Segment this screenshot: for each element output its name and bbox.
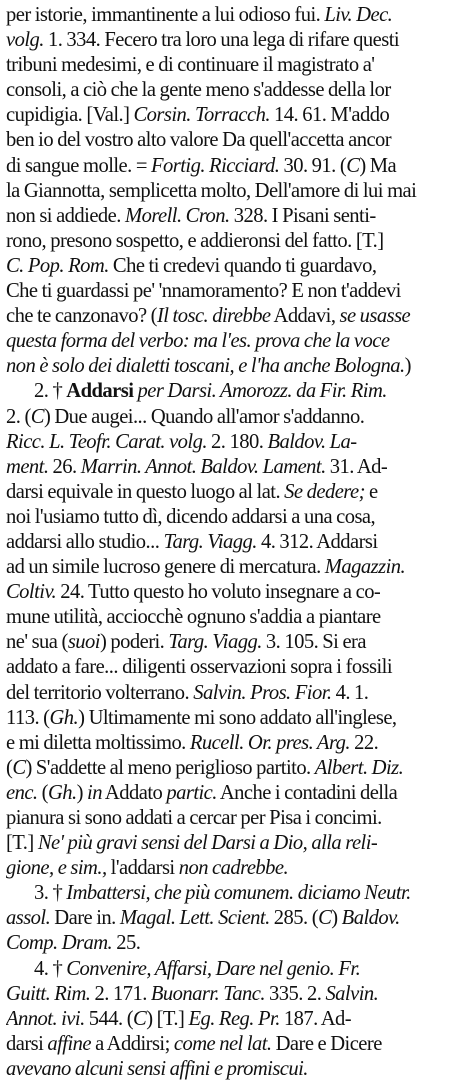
italic-run: enc.: [6, 781, 38, 804]
text-line: [6, 455, 469, 480]
text-run: ) Due augei... Quando all'amor s'addanno.: [43, 405, 365, 428]
text-run: [T.]: [6, 832, 38, 855]
headword: Addarsi: [66, 380, 134, 403]
text-run: 24. Tutto questo ho voluto insegnare a co-: [56, 581, 381, 604]
text-line: [6, 53, 469, 78]
text-line: [6, 555, 469, 580]
text-run: 26.: [48, 455, 81, 478]
text-run: (: [37, 781, 48, 804]
text-run: 4. 312. Addarsi: [256, 530, 378, 553]
italic-run: per Darsi. Amorozz. da Fir. Rim.: [137, 380, 387, 403]
text-run: 1. 334. Fecero tra loro una lega di rifare questi: [43, 29, 400, 52]
italic-run: Baldov. La-: [267, 430, 357, 453]
text-run: darsi: [6, 1032, 48, 1055]
italic-run: Salvin.: [325, 982, 379, 1005]
italic-run: Morell. Cron.: [124, 204, 230, 227]
text-run: 113. (: [6, 706, 50, 729]
text-run: ben io del vostro alto valore Da quell'accetta ancor: [6, 129, 392, 152]
italic-run: C: [12, 756, 26, 779]
text-line: [6, 605, 469, 630]
text-run: non si addiede.: [6, 204, 125, 227]
text-line: [6, 329, 469, 354]
italic-run: Buonarr. Tanc.: [150, 982, 265, 1005]
italic-run: Eg. Reg. Pr.: [188, 1007, 280, 1030]
text-run: noi l'usiamo tutto dì, dicendo addarsi a una cosa,: [6, 505, 376, 528]
text-line: [6, 179, 469, 204]
text-line: [6, 1007, 469, 1032]
text-line: [6, 1057, 469, 1082]
italic-run: Marrin. Annot. Baldov. Lament.: [80, 455, 326, 478]
text-run: ad un simile lucroso genere di mercatura.: [6, 556, 325, 579]
italic-run: in: [87, 781, 102, 804]
text-line: [6, 480, 469, 505]
text-run: 544. (: [84, 1007, 134, 1030]
text-run: Che ti credevi quando ti guardavo,: [108, 254, 377, 277]
text-line: [6, 279, 469, 304]
text-run: e: [364, 480, 378, 503]
text-line: [6, 254, 469, 279]
text-line: [6, 655, 469, 680]
text-line: [6, 831, 469, 856]
text-line: [6, 906, 469, 931]
text-line: [6, 505, 469, 530]
text-run: 2. †: [34, 380, 67, 403]
italic-run: C: [30, 405, 44, 428]
text-run: (: [6, 756, 13, 779]
italic-run: Comp. Dram.: [6, 932, 113, 955]
text-run: 4. 1.: [331, 681, 369, 704]
italic-run: come nel lat.: [173, 1032, 272, 1055]
text-line: [6, 957, 469, 982]
text-run: 4. †: [34, 957, 67, 980]
text-run: l'addarsi: [106, 857, 179, 880]
italic-run: Corsin. Torracch.: [133, 104, 270, 127]
text-line: [6, 681, 469, 706]
text-run: 25.: [112, 932, 141, 955]
text-run: addato a fare... diligenti osservazioni sopra i fossili: [6, 656, 393, 679]
italic-run: C: [318, 907, 332, 930]
text-run: Dare e Dicere: [271, 1032, 382, 1055]
text-run: ): [76, 781, 88, 804]
text-line: [6, 706, 469, 731]
text-line: [6, 229, 469, 254]
text-run: a Addirsi;: [91, 1032, 174, 1055]
italic-run: assol.: [6, 907, 51, 930]
italic-run: Guitt. Rim.: [6, 982, 91, 1005]
text-run: del territorio volterrano.: [6, 681, 194, 704]
text-line: [6, 931, 469, 956]
text-run: ne' sua (: [6, 631, 68, 654]
text-run: Dare in.: [50, 907, 120, 930]
italic-run: Albert. Diz.: [314, 756, 404, 779]
italic-run: se usasse: [339, 305, 411, 328]
italic-run: Magal. Lett. Scient.: [119, 907, 270, 930]
italic-run: Coltiv.: [6, 581, 57, 604]
text-line: [6, 78, 469, 103]
text-run: 2. 171.: [90, 982, 151, 1005]
text-line: [6, 354, 469, 379]
italic-run: suoi: [67, 631, 100, 654]
italic-run: volg.: [6, 29, 44, 52]
italic-run: C: [346, 154, 360, 177]
text-line: [6, 1032, 469, 1057]
italic-run: Il tosc. direbbe: [156, 305, 271, 328]
italic-run: Liv. Dec.: [324, 4, 393, 26]
text-run: tribuni medesimi, e di continuare il magistrato a': [6, 54, 375, 77]
text-run: per istorie, immantinente a lui odioso fui.: [6, 4, 325, 26]
text-run: 3. 105. Si era: [261, 631, 366, 654]
italic-run: questa forma del verbo: ma l'es. prova che la voce: [6, 330, 390, 353]
text-line: [6, 856, 469, 881]
text-line: [6, 128, 469, 153]
text-run: ) [T.]: [146, 1007, 189, 1030]
text-run: 31. Ad-: [325, 455, 388, 478]
text-line: [6, 304, 469, 329]
text-run: 335. 2.: [264, 982, 326, 1005]
text-line: [6, 405, 469, 430]
text-line: [6, 756, 469, 781]
italic-run: non è solo dei dialetti toscani, e l'ha anche Bologna.: [6, 355, 405, 378]
text-line: [6, 379, 469, 404]
text-run: Addato: [101, 781, 167, 804]
text-run: mune utilità, acciocchè ognuno s'addia a piantare: [6, 606, 381, 629]
italic-run: Ricc. L. Teofr. Carat. volg.: [6, 430, 207, 453]
text-run: 328. I Pisani senti-: [229, 204, 376, 227]
text-run: Che ti guardassi pe' 'nnamoramento? E non t'addevi: [6, 280, 401, 303]
italic-run: ment.: [6, 455, 49, 478]
text-run: 3. †: [34, 882, 67, 905]
italic-run: Imbattersi, che più comunem. diciamo Neutr.: [66, 882, 411, 905]
text-line: [6, 530, 469, 555]
italic-run: C: [133, 1007, 147, 1030]
italic-run: non cadrebbe.: [178, 857, 289, 880]
italic-run: Salvin. Pros. Fior.: [193, 681, 332, 704]
text-line: [6, 806, 469, 831]
text-line: [6, 3, 469, 28]
text-run: ) Ma: [359, 154, 397, 177]
italic-run: affine: [47, 1032, 91, 1055]
text-run: darsi equivale in questo luogo al lat.: [6, 480, 285, 503]
text-run: che te canzonavo? (: [6, 305, 157, 328]
italic-run: Ne' più gravi sensi del Darsi a Dio, alla reli-: [37, 832, 378, 855]
text-line: [6, 103, 469, 128]
italic-run: Annot. ivi.: [6, 1007, 85, 1030]
text-run: 14. 61. M'addo: [269, 104, 390, 127]
text-line: [6, 982, 469, 1007]
text-run: di sangue molle. =: [6, 154, 152, 177]
italic-run: gione, e sim.,: [6, 857, 107, 880]
text-line: [6, 881, 469, 906]
text-run: 285. (: [269, 907, 319, 930]
italic-run: Targ. Viagg.: [168, 631, 262, 654]
italic-run: partic.: [166, 781, 217, 804]
text-run: 2. (: [6, 405, 31, 428]
text-run: ) Ultimamente mi sono addato all'inglese,: [78, 706, 397, 729]
text-line: [6, 781, 469, 806]
text-run: Anche i contadini della: [216, 781, 398, 804]
text-run: pianura si sono addati a cercar per Pisa i concimi.: [6, 807, 382, 829]
italic-run: Rucell. Or. pres. Arg.: [189, 731, 350, 754]
text-line: [6, 430, 469, 455]
text-run: rono, presono sospetto, e addieronsi del fatto. [T.]: [6, 229, 384, 252]
text-run: e mi diletta moltissimo.: [6, 731, 190, 754]
text-run: ) poderi.: [99, 631, 169, 654]
text-run: 22.: [350, 731, 379, 754]
text-run: consoli, a ciò che la gente meno s'addesse della lor: [6, 79, 391, 102]
text-run: 2. 180.: [206, 430, 268, 453]
italic-run: Gh.: [49, 706, 79, 729]
text-run: la Giannotta, semplicetta molto, Dell'amore di lui mai: [6, 179, 417, 202]
italic-run: C. Pop. Rom.: [6, 254, 109, 277]
italic-run: Magazzin.: [324, 556, 406, 579]
text-line: [6, 28, 469, 53]
text-run: 30. 91. (: [279, 154, 347, 177]
text-run: 187. Ad-: [279, 1007, 352, 1030]
text-line: [6, 580, 469, 605]
italic-run: avevano alcuni sensi affini e promiscui.: [6, 1057, 308, 1080]
text-line: [6, 154, 469, 179]
italic-run: Baldov.: [341, 907, 400, 930]
text-line: [6, 204, 469, 229]
text-run: ): [331, 907, 342, 930]
text-run: addarsi allo studio...: [6, 530, 164, 553]
text-line: [6, 731, 469, 756]
italic-run: Se dedere;: [284, 480, 365, 503]
italic-run: Gh.: [47, 781, 77, 804]
italic-run: Targ. Viagg.: [163, 530, 257, 553]
text-run: ): [404, 355, 411, 378]
italic-run: Fortig. Ricciard.: [151, 154, 280, 177]
text-run: Addavi,: [270, 305, 340, 328]
italic-run: Convenire, Affarsi, Dare nel genio. Fr.: [66, 957, 361, 980]
text-run: ) S'addette al meno periglioso partito.: [25, 756, 315, 779]
text-run: cupidigia. [Val.]: [6, 104, 134, 127]
text-line: [6, 630, 469, 655]
